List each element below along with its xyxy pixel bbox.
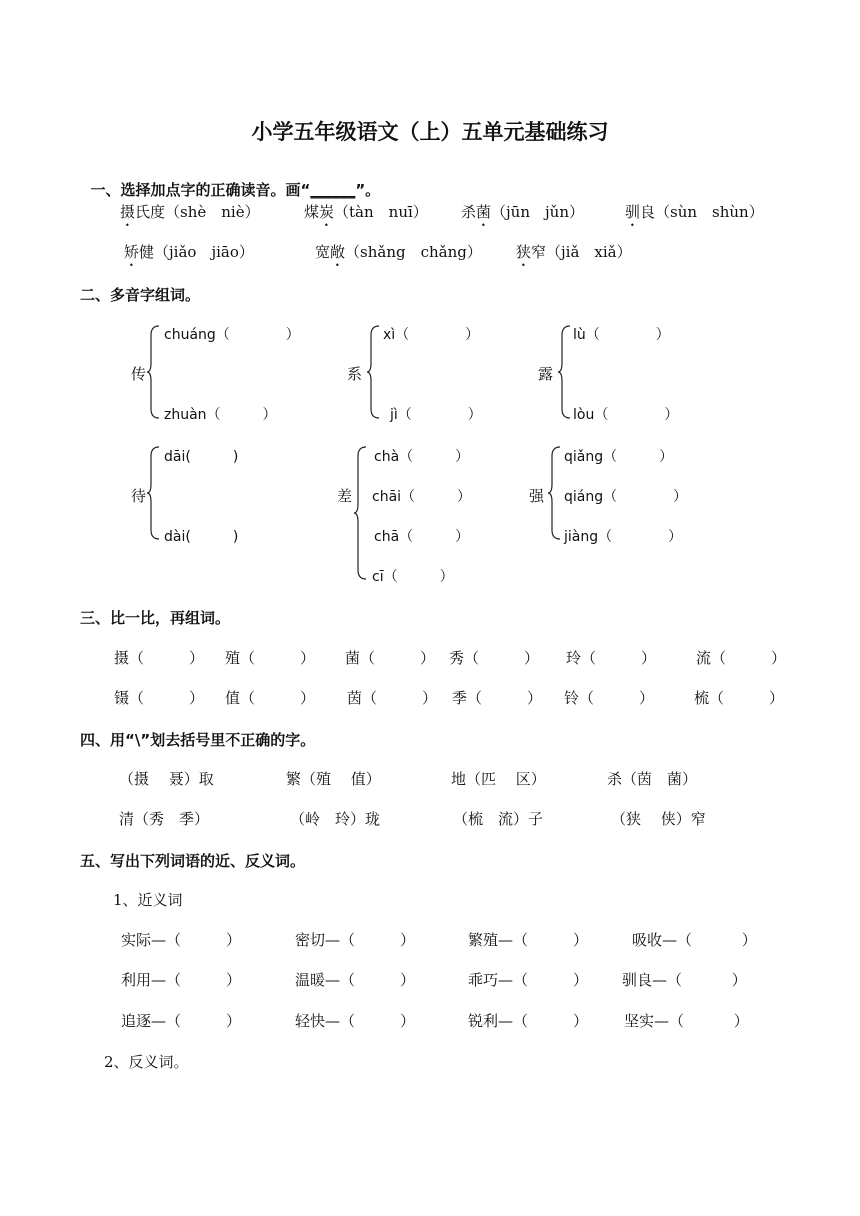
polyphone-char: 待 xyxy=(131,487,147,505)
s1-item-2: 煤炭（tàn nuī） xyxy=(304,203,428,221)
strike-item: （梳 流）子 xyxy=(453,810,544,828)
dotted-char: 矫 xyxy=(124,243,140,261)
dotted-char: 炭 xyxy=(319,203,335,221)
pinyin-word-field: lù（ ） xyxy=(573,327,670,343)
synonym-item: 锐利—（ ） xyxy=(468,1012,589,1030)
brace-icon xyxy=(366,325,380,420)
compare-word: 值（ ） xyxy=(225,689,316,707)
synonym-subheading: 1、近义词 xyxy=(113,891,183,909)
dotted-char: 菌 xyxy=(476,203,492,221)
compare-word: 秀（ ） xyxy=(449,649,540,667)
s1-item-6: 宽敞（shǎng chǎng） xyxy=(315,243,482,261)
section-1-heading-text: 一、选择加点字的正确读音。画“ xyxy=(90,181,311,199)
pinyin-word-field: chà（ ） xyxy=(374,449,470,465)
compare-word: 铃（ ） xyxy=(564,689,655,707)
brace-icon xyxy=(146,325,160,420)
strike-item: 繁（殖 值） xyxy=(286,770,381,788)
s1-item-4: 驯良（sùn shùn） xyxy=(625,203,764,221)
compare-word: 流（ ） xyxy=(696,649,787,667)
compare-word: 季（ ） xyxy=(452,689,543,707)
brace-icon xyxy=(146,446,160,541)
page-title: 小学五年级语文（上）五单元基础练习 xyxy=(251,120,609,144)
pinyin-word-field: dài( ) xyxy=(164,529,239,545)
strike-item: 杀（茵 菌） xyxy=(607,770,698,788)
pinyin-word-field: chuáng（ ） xyxy=(164,327,300,343)
synonym-item: 吸收—（ ） xyxy=(632,931,757,949)
dotted-char: 驯 xyxy=(625,203,641,221)
pinyin-word-field: qiáng（ ） xyxy=(564,489,688,505)
compare-word: 玲（ ） xyxy=(566,649,657,667)
polyphone-char: 强 xyxy=(529,487,545,505)
antonym-subheading: 2、反义词。 xyxy=(104,1053,189,1071)
brace-icon xyxy=(547,446,561,541)
answer-blank: ______ xyxy=(310,181,356,199)
pinyin-word-field: qiǎng（ ） xyxy=(564,449,674,465)
section-1-heading-end: ”。 xyxy=(355,181,381,199)
compare-word: 镊（ ） xyxy=(114,689,205,707)
synonym-item: 密切—（ ） xyxy=(295,931,416,949)
s1-item-1: 摄氏度（shè niè） xyxy=(120,203,260,221)
pinyin-word-field: dāi( ) xyxy=(164,449,239,465)
dotted-char: 摄 xyxy=(120,203,136,221)
polyphone-char: 露 xyxy=(538,365,554,383)
dotted-char: 狭 xyxy=(516,243,532,261)
dotted-char: 敞 xyxy=(330,243,346,261)
s1-item-7: 狭窄（jiǎ xiǎ） xyxy=(516,243,632,261)
section-1-heading xyxy=(80,161,380,200)
polyphone-char: 系 xyxy=(347,365,363,383)
strike-item: 清（秀 季） xyxy=(119,810,210,828)
compare-word: 殖（ ） xyxy=(225,649,316,667)
brace-icon xyxy=(353,446,367,581)
pinyin-word-field: chāi（ ） xyxy=(372,489,472,505)
pinyin-word-field: chā（ ） xyxy=(374,529,470,545)
compare-word: 茵（ ） xyxy=(347,689,438,707)
pinyin-word-field: zhuàn（ ） xyxy=(164,407,277,423)
synonym-item: 驯良—（ ） xyxy=(622,971,747,989)
synonym-item: 利用—（ ） xyxy=(121,971,242,989)
synonym-item: 追逐—（ ） xyxy=(121,1012,242,1030)
synonym-item: 实际—（ ） xyxy=(121,931,242,949)
strike-item: （岭 玲）珑 xyxy=(290,810,381,828)
s1-item-3: 杀菌（jūn jǔn） xyxy=(461,203,584,221)
pinyin-word-field: cī（ ） xyxy=(372,569,454,585)
section-5-heading: 五、写出下列词语的近、反义词。 xyxy=(80,852,306,870)
synonym-item: 温暖—（ ） xyxy=(295,971,416,989)
section-3-heading: 三、比一比，再组词。 xyxy=(80,609,231,627)
section-2-heading: 二、多音字组词。 xyxy=(80,286,201,304)
s1-item-5: 矫健（jiǎo jiāo） xyxy=(124,243,254,261)
strike-item: （狭 侠）窄 xyxy=(611,810,706,828)
synonym-item: 乖巧—（ ） xyxy=(468,971,589,989)
compare-word: 梳（ ） xyxy=(694,689,785,707)
pinyin-word-field: jì（ ） xyxy=(390,407,482,423)
synonym-item: 轻快—（ ） xyxy=(295,1012,416,1030)
strike-item: 地（匹 区） xyxy=(451,770,546,788)
compare-word: 摄（ ） xyxy=(114,649,205,667)
section-4-heading: 四、用“\”划去括号里不正确的字。 xyxy=(80,731,316,749)
pinyin-word-field: xì（ ） xyxy=(383,327,480,343)
compare-word: 菌（ ） xyxy=(345,649,436,667)
brace-icon xyxy=(557,325,571,420)
pinyin-word-field: jiàng（ ） xyxy=(564,529,683,545)
polyphone-char: 传 xyxy=(131,365,147,383)
polyphone-char: 差 xyxy=(337,487,353,505)
pinyin-word-field: lòu（ ） xyxy=(573,407,679,423)
synonym-item: 繁殖—（ ） xyxy=(468,931,589,949)
synonym-item: 坚实—（ ） xyxy=(624,1012,749,1030)
strike-item: （摄 聂）取 xyxy=(119,770,214,788)
